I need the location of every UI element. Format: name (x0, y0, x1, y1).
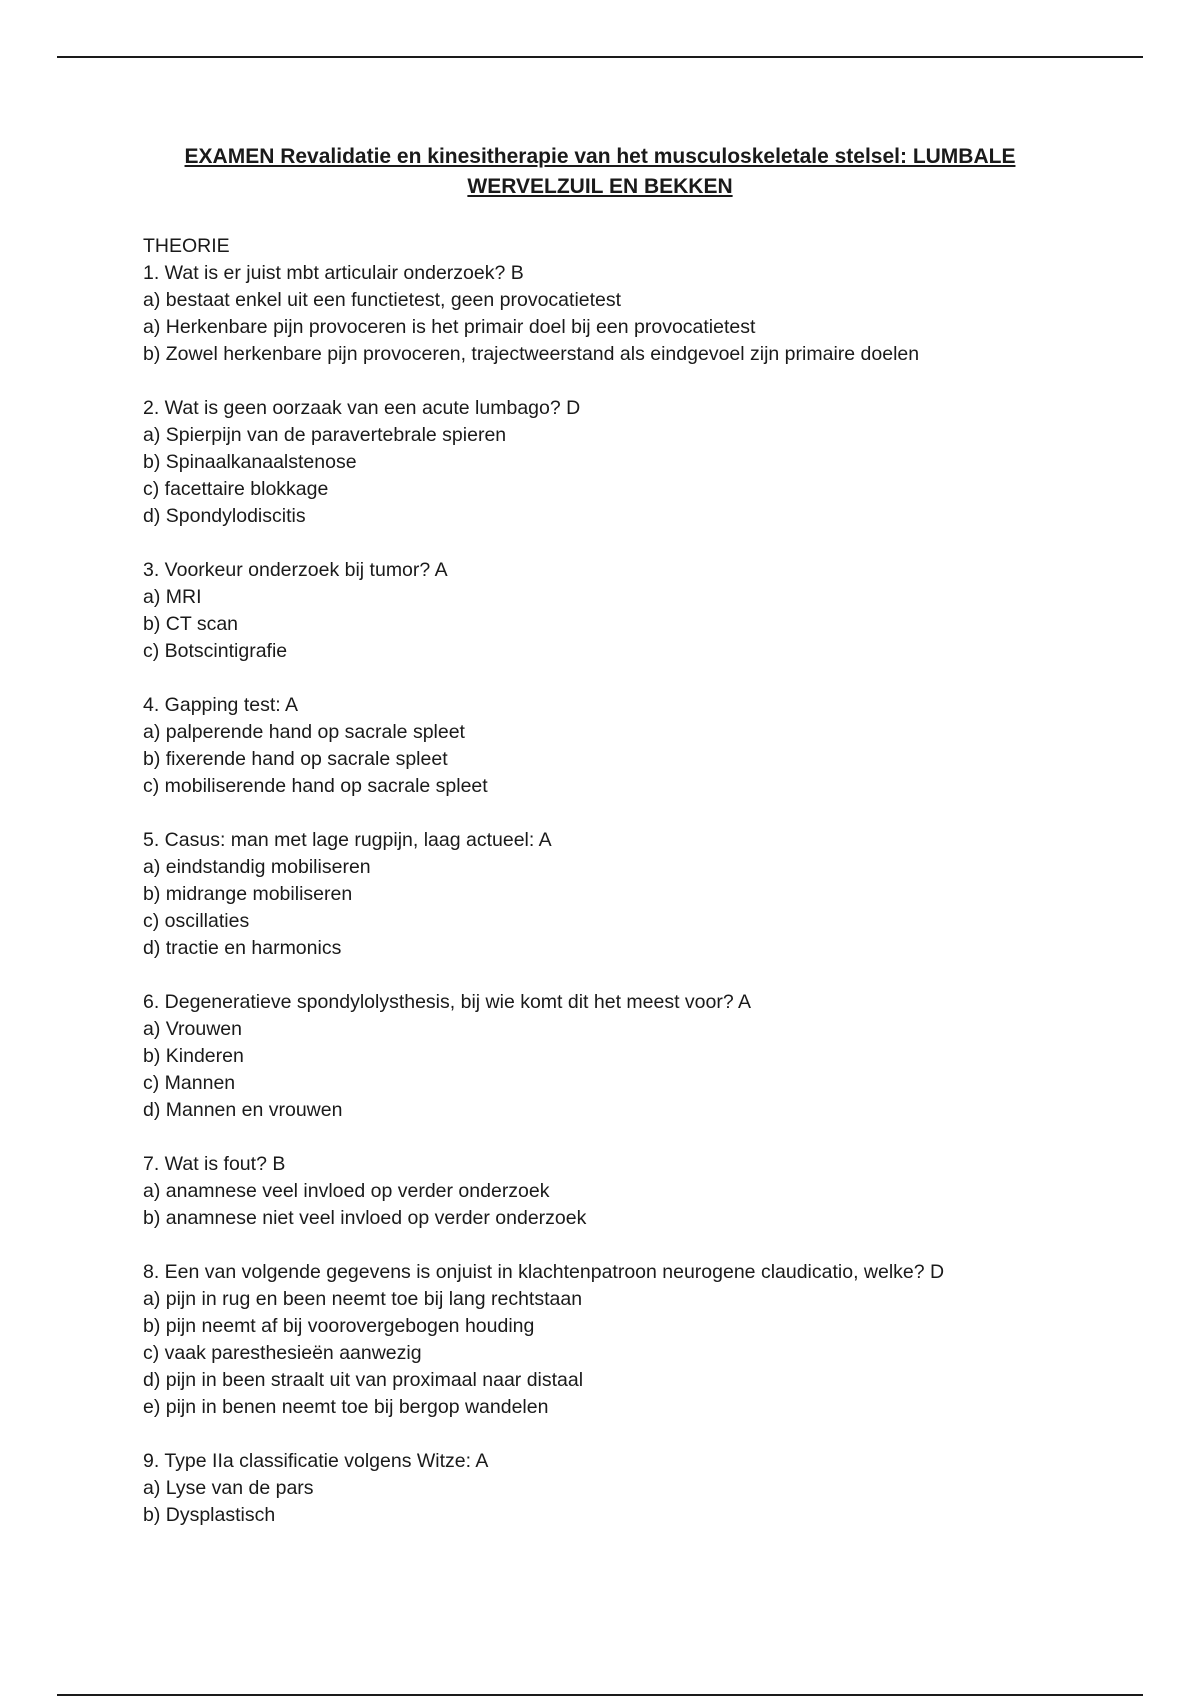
answer-option: b) fixerende hand op sacrale spleet (143, 748, 448, 770)
answer-option: c) Botscintigrafie (143, 640, 288, 662)
answer-option: b) Kinderen (143, 1045, 244, 1067)
question-text: 9. Type IIa classificatie volgens Witze: A (143, 1450, 489, 1472)
answer-option: a) Herkenbare pijn provoceren is het primair doel bij een provocatietest (143, 316, 756, 338)
question-list (143, 260, 1143, 1529)
answer-option: a) Spierpijn van de paravertebrale spieren (143, 424, 507, 446)
answer-option: a) bestaat enkel uit een functietest, geen provocatietest (143, 289, 622, 311)
answer-option: c) oscillaties (143, 910, 250, 932)
answer-option: a) anamnese veel invloed op verder onderzoek (143, 1180, 550, 1202)
question-text: 3. Voorkeur onderzoek bij tumor? A (143, 559, 448, 581)
question-text: 2. Wat is geen oorzaak van een acute lumbago? D (143, 397, 581, 419)
question-text: 8. Een van volgende gegevens is onjuist in klachtenpatroon neurogene claudicatio, welke? D (143, 1261, 945, 1283)
answer-options (143, 1475, 1143, 1529)
question-4 (143, 692, 1143, 800)
answer-options (143, 584, 1143, 665)
answer-options (143, 422, 1143, 530)
question-8 (143, 1259, 1143, 1421)
answer-option: a) Vrouwen (143, 1018, 242, 1040)
answer-option: b) Dysplastisch (143, 1504, 276, 1526)
answer-option: e) pijn in benen neemt toe bij bergop wandelen (143, 1396, 549, 1418)
question-1 (143, 260, 1143, 368)
answer-option: b) CT scan (143, 613, 239, 635)
answer-option: c) facettaire blokkage (143, 478, 329, 500)
question-text: 1. Wat is er juist mbt articulair onderzoek? B (143, 262, 524, 284)
question-6 (143, 989, 1143, 1124)
answer-options (143, 287, 1143, 368)
question-5 (143, 827, 1143, 962)
question-9 (143, 1448, 1143, 1529)
question-text: 4. Gapping test: A (143, 694, 299, 716)
answer-option: d) tractie en harmonics (143, 937, 342, 959)
answer-options (143, 1016, 1143, 1124)
question-3 (143, 557, 1143, 665)
answer-option: d) pijn in been straalt uit van proximaal naar distaal (143, 1369, 584, 1391)
title-line-1: EXAMEN Revalidatie en kinesitherapie van het musculoskeletale stelsel: LUMBALE (184, 145, 1016, 168)
answer-option: a) pijn in rug en been neemt toe bij lang rechtstaan (143, 1288, 583, 1310)
exam-content (143, 233, 1143, 1556)
bottom-rule (57, 1694, 1143, 1696)
top-rule (57, 56, 1143, 58)
question-text: 5. Casus: man met lage rugpijn, laag actueel: A (143, 829, 552, 851)
title-line-2: WERVELZUIL EN BEKKEN (467, 175, 733, 198)
answer-option: d) Mannen en vrouwen (143, 1099, 343, 1121)
question-7 (143, 1151, 1143, 1232)
answer-option: c) Mannen (143, 1072, 236, 1094)
question-text: 7. Wat is fout? B (143, 1153, 286, 1175)
answer-option: c) mobiliserende hand op sacrale spleet (143, 775, 488, 797)
answer-options (143, 854, 1143, 962)
answer-option: b) anamnese niet veel invloed op verder onderzoek (143, 1207, 587, 1229)
answer-option: b) Spinaalkanaalstenose (143, 451, 357, 473)
document-title (100, 142, 1100, 202)
answer-option: b) pijn neemt af bij voorovergebogen houding (143, 1315, 535, 1337)
answer-options (143, 1286, 1143, 1421)
question-text: 6. Degeneratieve spondylolysthesis, bij wie komt dit het meest voor? A (143, 991, 752, 1013)
answer-option: a) Lyse van de pars (143, 1477, 314, 1499)
answer-options (143, 1178, 1143, 1232)
answer-options (143, 719, 1143, 800)
answer-option: d) Spondylodiscitis (143, 505, 306, 527)
answer-option: a) palperende hand op sacrale spleet (143, 721, 465, 743)
answer-option: b) Zowel herkenbare pijn provoceren, trajectweerstand als eindgevoel zijn primaire doelen (143, 343, 920, 365)
question-2 (143, 395, 1143, 530)
answer-option: a) MRI (143, 586, 202, 608)
answer-option: a) eindstandig mobiliseren (143, 856, 371, 878)
answer-option: b) midrange mobiliseren (143, 883, 353, 905)
section-label: THEORIE (143, 235, 230, 257)
answer-option: c) vaak paresthesieën aanwezig (143, 1342, 422, 1364)
